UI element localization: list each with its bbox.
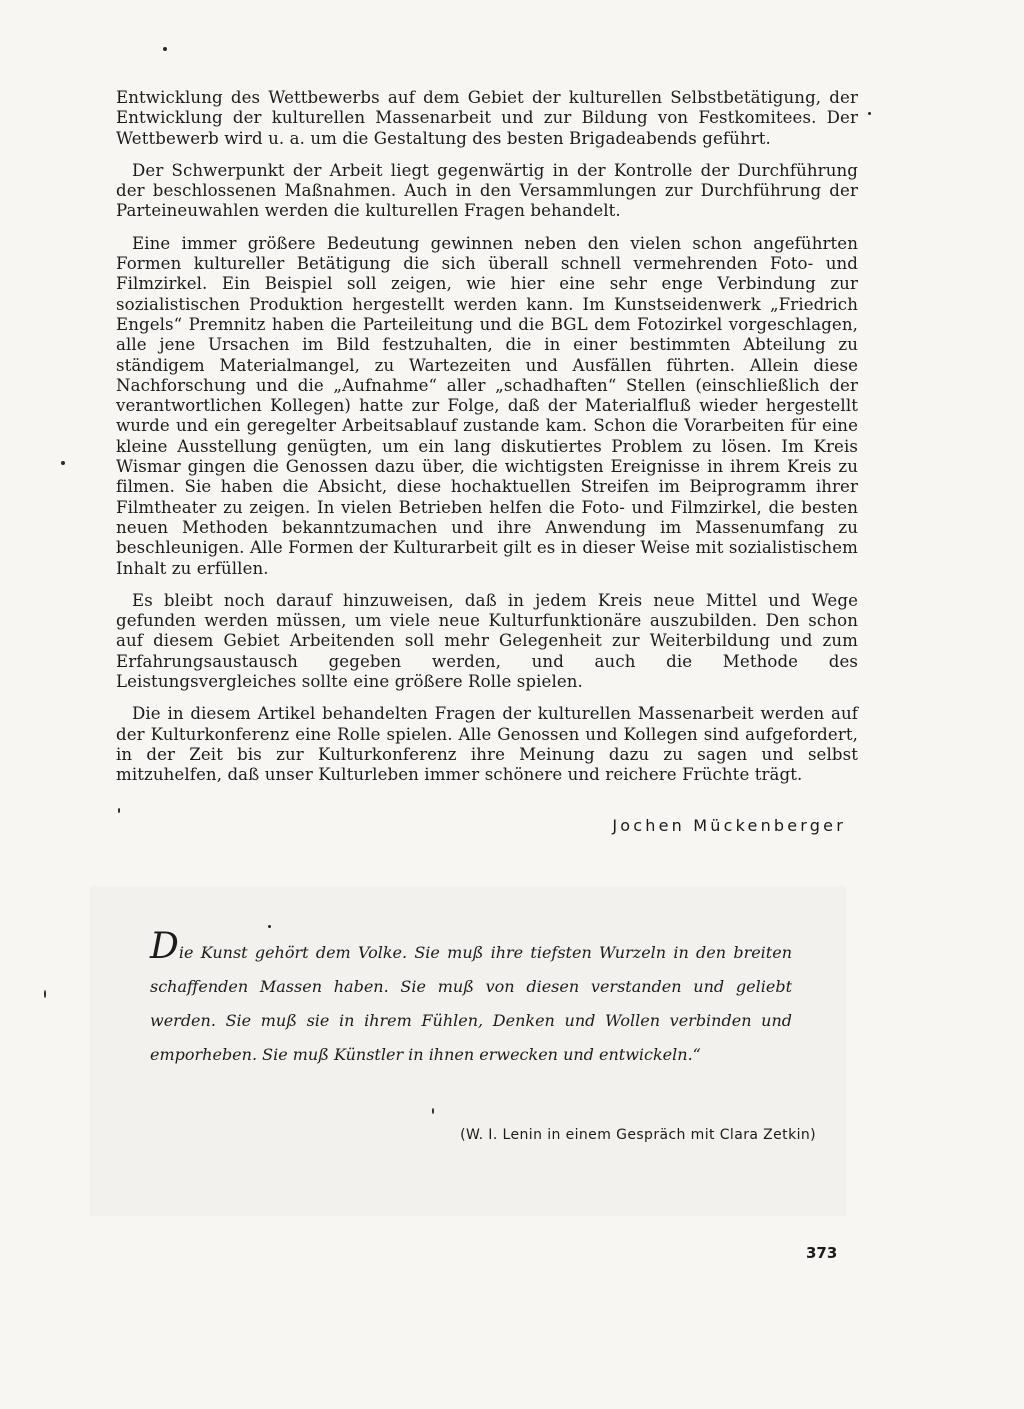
page-number: 373 (806, 1244, 838, 1262)
article-body (116, 88, 858, 798)
scan-speck (118, 808, 120, 813)
scan-speck (268, 925, 271, 928)
paragraph-1: Entwicklung des Wettbewerbs auf dem Gebiet der kulturellen Selbstbetätigung, der Entwicklung der kulturellen Massenarbeit und zur Bildung von Festkomitees. Der Wettbewerb wird u. a. um die Gestaltung des besten Brigadeabends geführt. (116, 88, 858, 148)
author-signature: Jochen Mückenberger (612, 816, 846, 835)
paragraph-3: Eine immer größere Bedeutung gewinnen neben den vielen schon angeführten Formen kultureller Betätigung die sich überall schnell vermehrenden Foto- und Filmzirkel. Ein Beispiel soll zeigen, wie hier eine sehr enge Verbindung zur sozialistischen Produktion hergestellt werden kann. Im Kunstseidenwerk „Friedrich Engels“ Premnitz haben die Parteileitung und die BGL dem Fotozirkel vorgeschlagen, alle jene Ursachen im Bild festzuhalten, die in einer bestimmten Abteilung zu ständigem Materialmangel, zu Wartezeiten und Ausfällen führten. Allein diese Nachforschung und die „Aufnahme“ aller „schadhaften“ Stellen (einschließlich der verantwortlichen Kollegen) hatte zur Folge, daß der Materialfluß wieder hergestellt wurde und ein geregelter Arbeitsablauf zustande kam. Schon die Vorarbeiten für eine kleine Ausstellung genügten, um ein lang diskutiertes Problem zu lösen. Im Kreis Wismar gingen die Genossen dazu über, die wichtigsten Ereignisse in ihrem Kreis zu filmen. Sie haben die Absicht, diese hochaktuellen Streifen im Beiprogramm ihrer Filmtheater zu zeigen. In vielen Betrieben helfen die Foto- und Filmzirkel, die besten neuen Methoden bekanntzumachen und ihre Anwendung im Massenumfang zu beschleunigen. Alle Formen der Kulturarbeit gilt es in dieser Weise mit sozialistischem Inhalt zu erfüllen. (116, 233, 858, 578)
lenin-quote (150, 926, 792, 1072)
scan-speck (163, 47, 167, 51)
paragraph-2: Der Schwerpunkt der Arbeit liegt gegenwärtig in der Kontrolle der Durchführung der beschlossenen Maßnahmen. Auch in den Versammlungen zur Durchführung der Parteineuwahlen werden die kulturellen Fragen behandelt. (116, 160, 858, 221)
scan-speck (61, 461, 65, 465)
scan-speck (44, 990, 46, 998)
paragraph-5: Die in diesem Artikel behandelten Fragen der kulturellen Massenarbeit werden auf der Kulturkonferenz eine Rolle spielen. Alle Genossen und Kollegen sind aufgefordert, in der Zeit bis zur Kulturkonferenz ihre Meinung dazu zu sagen und selbst mitzuhelfen, daß unser Kulturleben immer schönere und reichere Früchte trägt. (116, 704, 858, 785)
scan-speck (868, 112, 871, 115)
quote-text: ie Kunst gehört dem Volke. Sie muß ihre tiefsten Wurzeln in den breiten schaffenden Massen haben. Sie muß von diesen verstanden und geliebt werden. Sie muß sie in ihrem Fühlen, Denken und Wollen verbinden und emporheben. Sie muß Künstler in ihnen erwecken und entwickeln.“ (150, 943, 792, 1064)
quote-citation: (W. I. Lenin in einem Gespräch mit Clara Zetkin) (460, 1127, 816, 1143)
quote-initial: D (150, 926, 179, 967)
paragraph-4: Es bleibt noch darauf hinzuweisen, daß in jedem Kreis neue Mittel und Wege gefunden werden müssen, um viele neue Kulturfunktionäre auszubilden. Den schon auf diesem Gebiet Arbeitenden soll mehr Gelegenheit zur Weiterbildung und zum Erfahrungsaustausch gegeben werden, und auch die Methode des Leistungsvergleiches sollte eine größere Rolle spielen. (116, 590, 858, 692)
scan-speck (432, 1108, 434, 1114)
